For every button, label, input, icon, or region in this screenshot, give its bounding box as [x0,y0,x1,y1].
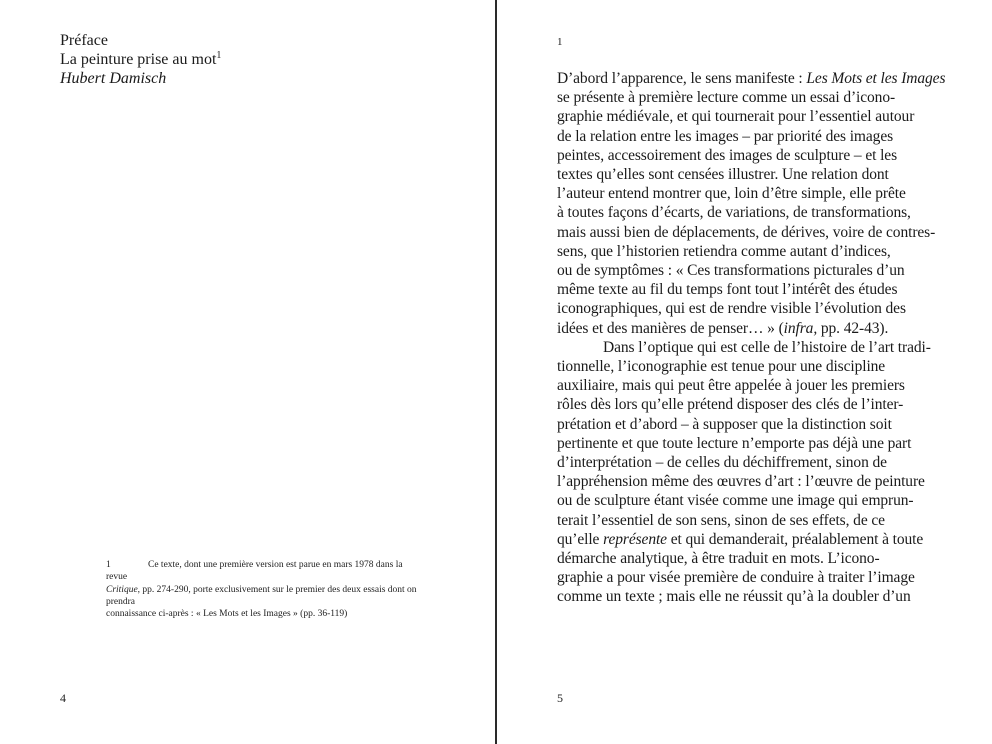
section-title: Préface [60,32,108,49]
text-line: pertinente et que toute lecture n’emporte pas déjà une part [557,434,912,452]
footnote-line-3: connaissance ci-après : « Les Mots et les Images » (pp. 36-119) [106,609,348,620]
text-line: l’appréhension même des œuvres d’art : l’œuvre de peinture [557,473,925,491]
text-line: Dans l’optique qui est celle de l’histoire de l’art tradi- [603,338,931,356]
author-name: Hubert Damisch [60,70,167,87]
text-fragment: qu’elle [557,530,604,548]
footnote-text-1: Ce texte, dont une première version est parue en mars 1978 dans la revue [106,560,403,583]
text-line: se présente à première lecture comme un essai d’icono- [557,89,896,107]
text-line: terait l’essentiel de son sens, sinon de ses effets, de ce [557,511,885,529]
footnote [106,559,426,620]
text-line: de la relation entre les images – par priorité des images [557,127,894,145]
text-fragment: idées et des manières de penser… » ( [557,319,784,337]
text-line: textes qu’elles sont censées illustrer. Une relation dont [557,166,889,184]
text-line: tionnelle, l’iconographie est tenue pour une discipline [557,358,886,376]
page-number-left: 4 [60,691,66,705]
left-page [0,0,495,744]
text-line: à toutes façons d’écarts, de variations, de transformations, [557,204,911,222]
text-line: même texte au fil du temps font tout l’intérêt des études [557,281,898,299]
text-line: ou de symptômes : « Ces transformations picturales d’un [557,262,905,280]
book-title: Les Mots et les Images [806,70,946,87]
footnote-line-1 [106,559,426,584]
text-line: mais aussi bien de déplacements, de dérives, voire de contres- [557,223,936,241]
preface-heading [60,31,221,88]
footnote-text-2: , pp. 274-290, porte exclusivement sur le premier des deux essais dont on prendra [106,584,417,607]
text-line: l’auteur entend montrer que, loin d’être simple, elle prête [557,185,906,203]
text-line: auxiliaire, mais qui peut être appelée à jouer les premiers [557,377,905,395]
text-line: rôles dès lors qu’elle prétend disposer des clés de l’inter- [557,396,904,414]
infra-reference: infra, [783,319,818,337]
emphasis: représente [603,530,667,548]
text-line: graphie a pour visée première de conduire à traiter l’image [557,569,915,587]
text-fragment: et qui demanderait, préalablement à toute [666,530,924,548]
text-line: iconographiques, qui est de rendre visible l’évolution des [557,300,906,318]
chapter-title-text: La peinture prise au mot [60,51,217,68]
text-line: sens, que l’historien retiendra comme autant d’indices, [557,242,891,260]
text-line: démarche analytique, à être traduit en mots. L’icono- [557,550,880,568]
journal-title: Critique [106,584,138,595]
text-line: d’interprétation – de celles du déchiffrement, sinon de [557,454,887,472]
text-fragment: D’abord l’apparence, le sens manifeste : [557,70,807,87]
footnote-line-2 [106,584,426,609]
page-number-right: 5 [557,691,563,705]
text-line: peintes, accessoirement des images de sculpture – et les [557,146,898,164]
text-line: comme un texte ; mais elle ne réussit qu’à la doubler d’un [557,588,911,606]
text-line: prétation et d’abord – à supposer que la distinction soit [557,415,892,433]
text-line [557,319,929,338]
footnote-number: 1 [106,560,111,570]
section-number: 1 [557,36,563,48]
footnote-marker[interactable]: 1 [216,50,222,61]
text-line: graphie médiévale, et qui tournerait pour l’essentiel autour [557,108,915,126]
text-line: ou de sculpture étant visée comme une image qui emprun- [557,492,914,510]
text-line [557,69,946,88]
body-text [557,69,946,607]
right-page [497,0,992,744]
text-line [557,530,929,549]
text-fragment: pp. 42-43). [817,319,889,337]
chapter-title [60,50,221,69]
